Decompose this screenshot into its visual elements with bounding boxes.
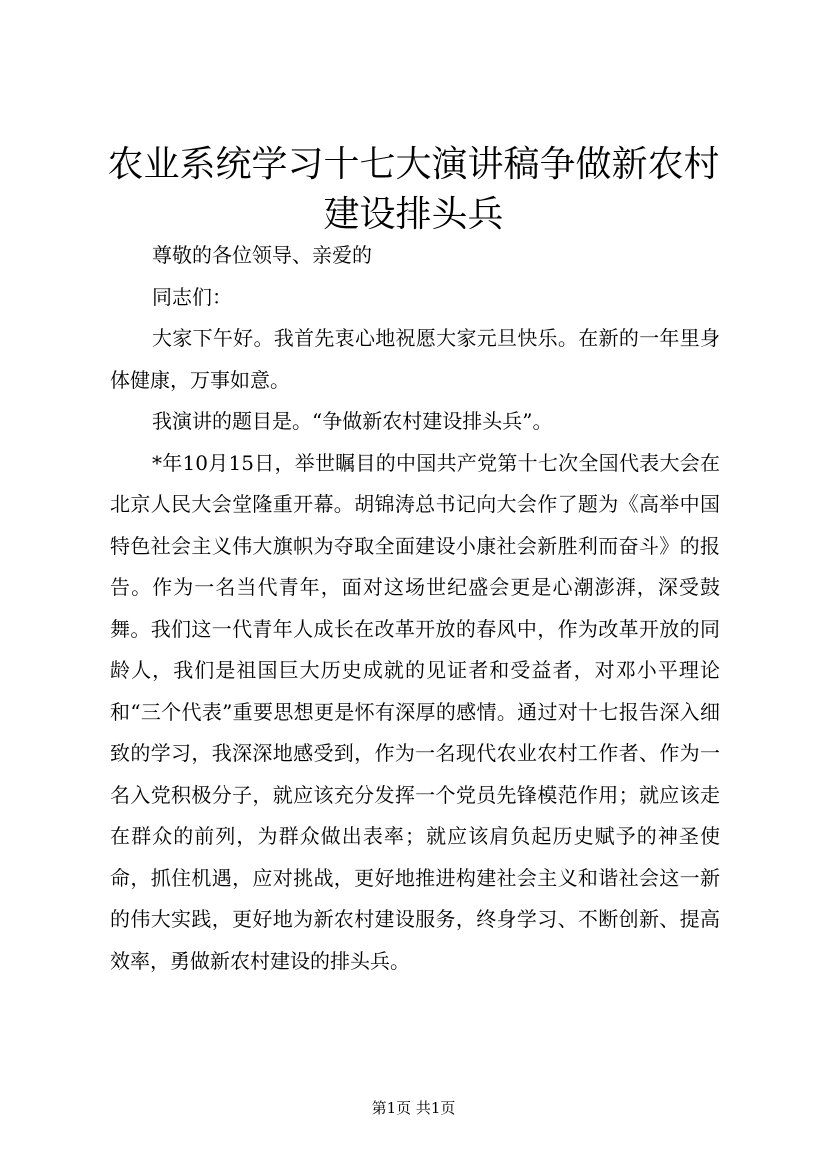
paragraph-greeting: 大家下午好。我首先衷心地祝愿大家元旦快乐。在新的一年里身体健康，万事如意。 [110, 326, 720, 392]
document-body [110, 235, 720, 982]
paragraph-topic: 我演讲的题目是。“争做新农村建设排头兵”。 [152, 409, 553, 433]
paragraph-main: *年10月15日，举世瞩目的中国共产党第十七次全国代表大会在北京人民大会堂隆重开幕。胡锦涛总书记向大会作了题为《高举中国特色社会主义伟大旗帜为夺取全面建设小康社会新胜利而奋斗》的报告。作为一名当代青年，面对这场世纪盛会更是心潮澎湃，深受鼓舞。我们这一代青年人成长在改革开放的春风中，作为改革开放的同龄人，我们是祖国巨大历史成就的见证者和受益者，对邓小平理论和“三个代表”重要思想更是怀有深厚的感情。通过对十七报告深入细致的学习，我深深地感受到，作为一名现代农业农村工作者、作为一名入党积极分子，就应该充分发挥一个党员先锋模范作用；就应该走在群众的前列，为群众做出表率；就应该肩负起历史赋予的神圣使命，抓住机遇，应对挑战，更好地推进构建社会主义和谐社会这一新的伟大实践，更好地为新农村建设服务，终身学习、不断创新、提高效率，勇做新农村建设的排头兵。 [110, 450, 720, 973]
paragraph-salutation-continued: 同志们： [152, 284, 232, 309]
document-title: 农业系统学习十七大演讲稿争做新农村建设排头兵 [107, 144, 720, 235]
page-footer: 第1页 共1页 [371, 1099, 456, 1117]
paragraph-salutation: 尊敬的各位领导、亲爱的 [152, 243, 372, 267]
